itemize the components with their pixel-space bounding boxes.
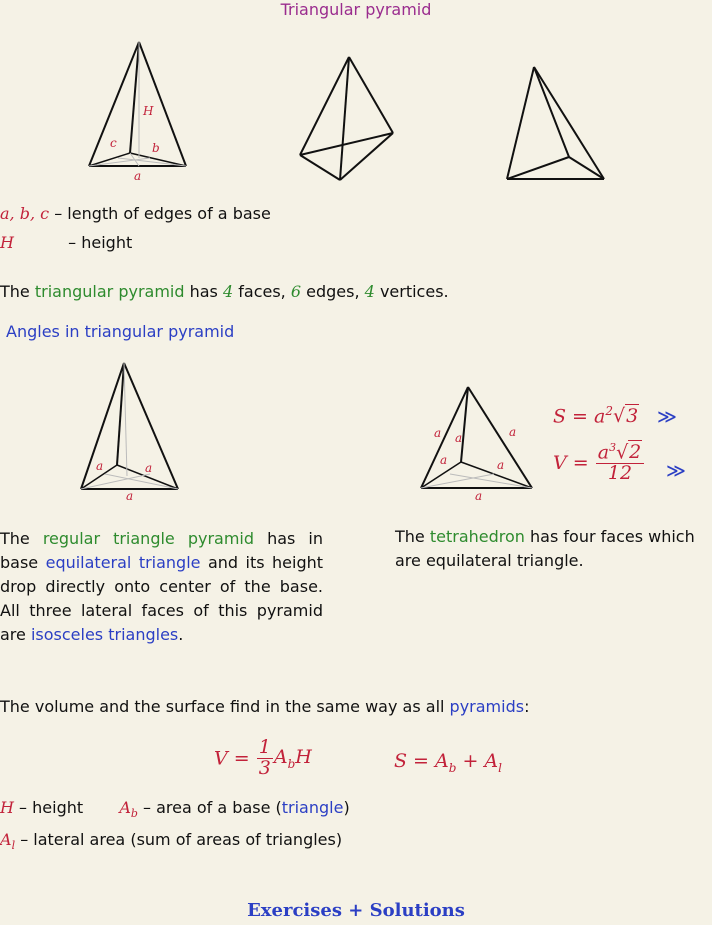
pyramid-figure-2 — [300, 57, 393, 180]
main-V-num: 1 — [258, 736, 271, 758]
triangle-link[interactable]: triangle — [281, 798, 344, 817]
main-S-sub1: b — [448, 760, 457, 775]
def-Ab-sym: A — [119, 798, 131, 817]
top-figures — [0, 0, 712, 200]
tetra-surface-more[interactable]: ≫ — [657, 406, 677, 428]
main-V-H: H — [295, 746, 312, 769]
exercises-link[interactable]: Exercises + Solutions — [247, 900, 465, 921]
regular-mid2: and its height drop directly onto center of the base. All three lateral faces of this pyramid are — [0, 553, 324, 644]
pyramid-figure-3 — [507, 67, 604, 179]
pyramid-figure-1 — [89, 42, 186, 166]
main-V-A: A — [273, 746, 288, 769]
tet-label-a4: a — [440, 453, 448, 467]
tet-label-a6: a — [475, 489, 483, 503]
tetra-V-frac — [596, 442, 645, 484]
regular-paragraph — [0, 527, 323, 647]
tetra-S-rad: 3 — [626, 405, 639, 428]
middle-figures — [0, 350, 712, 510]
reg-label-a1: a — [96, 459, 104, 473]
surface-formula — [394, 750, 502, 775]
def-Al-sub: l — [11, 839, 16, 853]
height-text: – height — [68, 233, 133, 252]
height-symbol: H — [0, 233, 14, 252]
definition-line-2 — [0, 830, 342, 852]
edges-word: edges, — [306, 282, 360, 301]
label-a: a — [134, 169, 142, 183]
def-Ab-sub: b — [130, 807, 138, 821]
volume-end: : — [524, 697, 530, 716]
main-V-lhs: V = — [214, 747, 250, 770]
tetra-rest: has four faces which are equilateral triangle. — [395, 527, 695, 570]
regular-term: regular triangle pyramid — [42, 529, 255, 548]
def-Al-sym: A — [0, 830, 12, 849]
definition-line-1 — [0, 798, 350, 820]
tetra-V-num: $a^3√2$ — [596, 442, 645, 464]
tet-label-a5: a — [497, 458, 505, 472]
regular-mid1: has in base — [0, 529, 323, 572]
def-Al-text: – lateral area (sum of areas of triangles) — [20, 830, 343, 849]
equilateral-triangle-link[interactable]: equilateral triangle — [45, 553, 201, 572]
isosceles-triangles-link[interactable]: isosceles triangles — [30, 625, 179, 644]
tetra-V-den: 12 — [607, 462, 633, 485]
tet-label-a1: a — [434, 426, 442, 440]
angles-link[interactable]: Angles in triangular pyramid — [6, 322, 235, 341]
main-S-lhs: S = A — [394, 750, 449, 772]
def-Ab-close: ) — [343, 798, 350, 817]
tetra-volume-more[interactable]: ≫ — [666, 460, 686, 482]
vertices-word: vertices. — [379, 282, 449, 301]
def-Ab-text: – area of a base ( — [143, 798, 282, 817]
tetra-S-lhs: S = a — [553, 405, 606, 428]
faces-has: has — [189, 282, 218, 301]
edges-text: – length of edges of a base — [54, 204, 271, 223]
faces-sentence — [0, 282, 449, 301]
page-title: Triangular pyramid — [280, 0, 432, 19]
reg-label-a3: a — [126, 489, 134, 503]
tetra-volume-formula — [553, 442, 645, 484]
tetra-paragraph — [395, 525, 712, 573]
main-V-rest — [273, 746, 312, 771]
main-S-sub2: l — [498, 760, 503, 775]
legend-height — [0, 233, 132, 252]
tetrahedron-hidden — [421, 474, 532, 488]
tetra-V-lhs: V = — [553, 452, 589, 475]
reg-label-a2: a — [145, 461, 153, 475]
label-c: c — [110, 136, 117, 150]
tetra-term: tetrahedron — [429, 527, 525, 546]
tetra-V-num-exp: 3 — [609, 441, 617, 454]
tetra-pre: The — [395, 527, 425, 546]
label-b: b — [152, 141, 160, 155]
vertices-num: 4 — [364, 282, 375, 301]
tetra-S-sqrt: √3 — [612, 405, 639, 428]
regular-pre: The — [0, 529, 30, 548]
faces-pre: The — [0, 282, 30, 301]
faces-term: triangular pyramid — [34, 282, 185, 301]
tetra-V-num-a: a — [597, 441, 610, 464]
volume-formula — [214, 738, 312, 779]
main-V-frac — [257, 738, 273, 779]
main-S-plus: + A — [456, 750, 499, 772]
regular-end: . — [178, 625, 184, 644]
faces-num: 4 — [222, 282, 234, 301]
def-H-sym: H — [0, 798, 14, 817]
label-H: H — [143, 104, 154, 118]
def-H-text: – height — [19, 798, 84, 817]
edges-num: 6 — [290, 282, 302, 301]
pyramids-link[interactable]: pyramids — [449, 697, 525, 716]
tet-label-a3: a — [509, 425, 517, 439]
main-V-den: 3 — [258, 756, 271, 779]
edges-symbol: a, b, c — [0, 204, 50, 223]
legend-edges — [0, 204, 271, 223]
tetra-S-exp: 2 — [605, 404, 613, 418]
faces-word: faces, — [238, 282, 286, 301]
main-V-sub: b — [287, 756, 296, 771]
tet-label-a2: a — [455, 431, 463, 445]
volume-text: The volume and the surface find in the same way as all — [0, 697, 445, 716]
tetra-V-num-rad: 2 — [629, 441, 642, 464]
tetra-surface-formula — [553, 404, 639, 427]
volume-sentence — [0, 697, 529, 716]
